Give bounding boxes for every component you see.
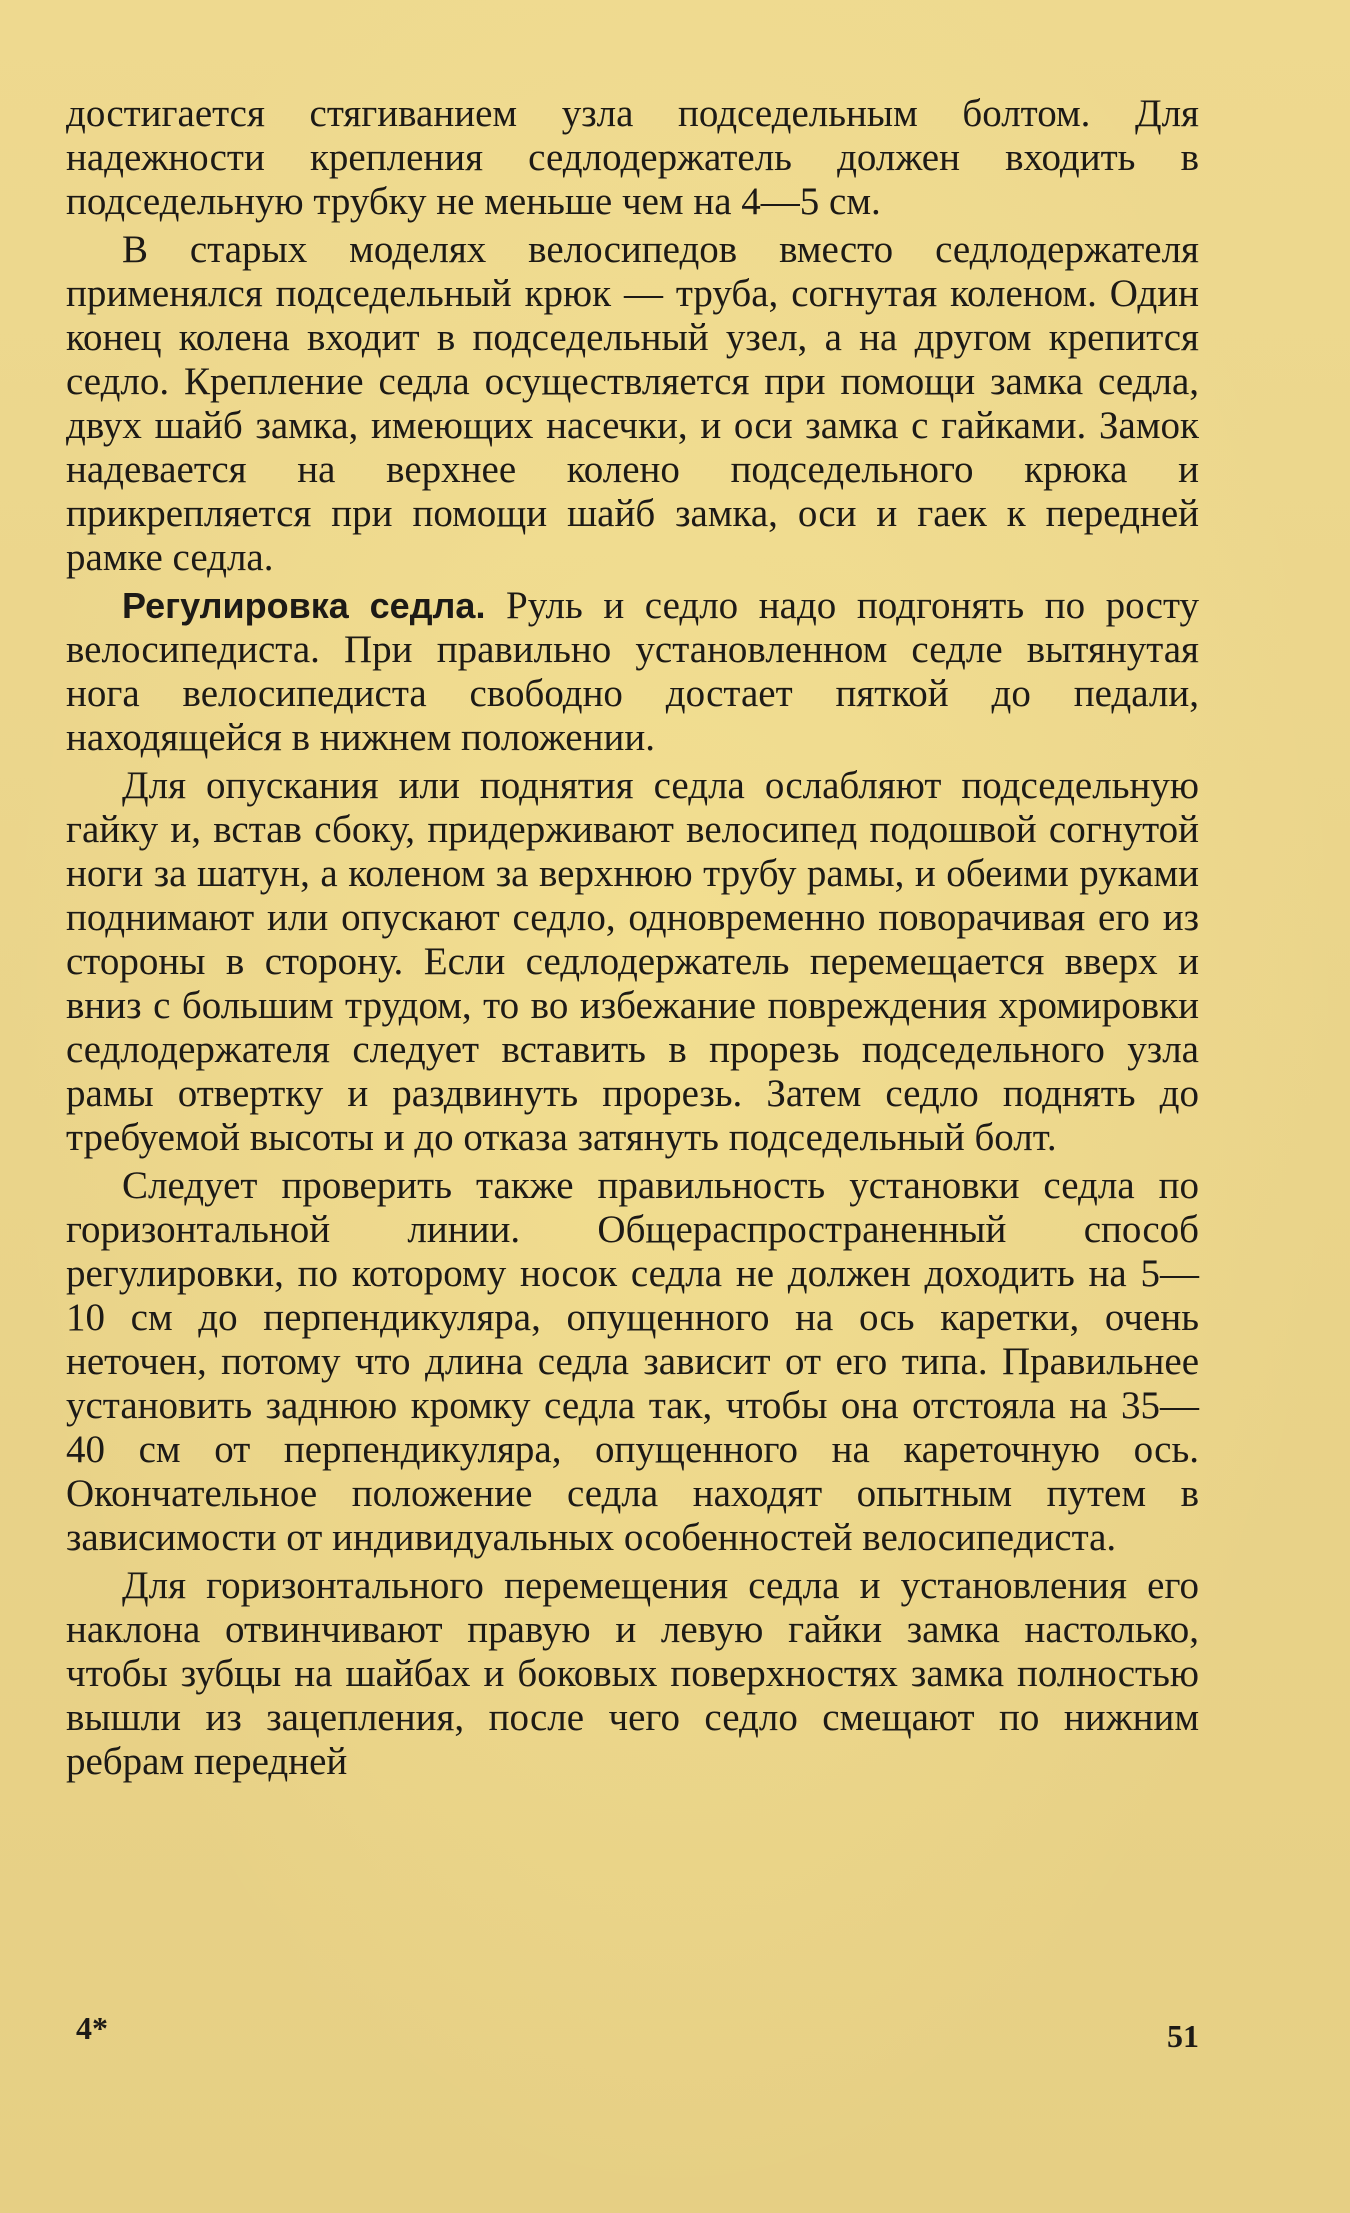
paragraph-horizontal-check <box>66 1164 1199 1560</box>
signature-mark: 4* <box>76 2010 108 2046</box>
paragraph-text: достигается стягиванием узла подседельным болтом. Для надежности крепления седлодержатель должен входить в подседельную трубку не меньше чем на 4—5 см. <box>66 92 1199 223</box>
paragraph-text: Для горизонтального перемещения седла и установления его наклона отвинчивают правую и левую гайки замка настолько, чтобы зубцы на шайбах и боковых поверхностях замка полностью вышли из зацепления, после чего седло смещают по нижним ребрам передней <box>66 1564 1199 1783</box>
paragraph-horizontal-move <box>66 1564 1199 1784</box>
paragraph-saddle-adjustment <box>66 584 1199 760</box>
page-footer <box>66 2010 1199 2060</box>
paragraph-text: Для опускания или поднятия седла ослабляют подседельную гайку и, встав сбоку, придерживают велосипед подошвой согнутой ноги за шатун, а коленом за верхнюю трубу рамы, и обеими руками поднимают или опускают седло, одновременно поворачивая его из стороны в сторону. Если седлодержатель перемещается вверх и вниз с большим трудом, то во избежание повреждения хромировки седлодержателя следует вставить в прорезь подседельного узла рамы отвертку и раздвинуть прорезь. Затем седло поднять до требуемой высоты и до отказа затянуть подседельный болт. <box>66 764 1199 1159</box>
paragraph-old-models <box>66 228 1199 580</box>
paragraph-raise-lower <box>66 764 1199 1160</box>
paragraph-continuation <box>66 92 1199 224</box>
body-text <box>66 92 1199 1784</box>
paragraph-text: Руль и седло надо подгонять по росту велосипедиста. При правильно установленном седле вытянутая нога велосипедиста свободно достает пяткой до педали, находящейся в нижнем положении. <box>66 584 1199 759</box>
paragraph-text: В старых моделях велосипедов вместо седлодержателя применялся подседельный крюк — труба, согнутая коленом. Один конец колена входит в подседельный узел, а на другом крепится седло. Крепление седла осуществляется при помощи замка седла, двух шайб замка, имеющих насечки, и оси замка с гайками. Замок надевается на верхнее колено подседельного крюка и прикрепляется при помощи шайб замка, оси и гаек к передней рамке седла. <box>66 228 1199 579</box>
paragraph-text: Следует проверить также правильность установки седла по горизонтальной линии. Общераспространенный способ регулировки, по которому носок седла не должен доходить на 5—10 см до перпендикуляра, опущенного на ось каретки, очень неточен, потому что длина седла зависит от его типа. Правильнее установить заднюю кромку седла так, чтобы она отстояла на 35—40 см от перпендикуляра, опущенного на кареточную ось. Окончательное положение седла находят опытным путем в зависимости от индивидуальных особенностей велосипедиста. <box>66 1164 1199 1559</box>
page-number: 51 <box>1167 2018 1199 2054</box>
section-run-in-heading: Регулировка седла. <box>122 585 486 626</box>
